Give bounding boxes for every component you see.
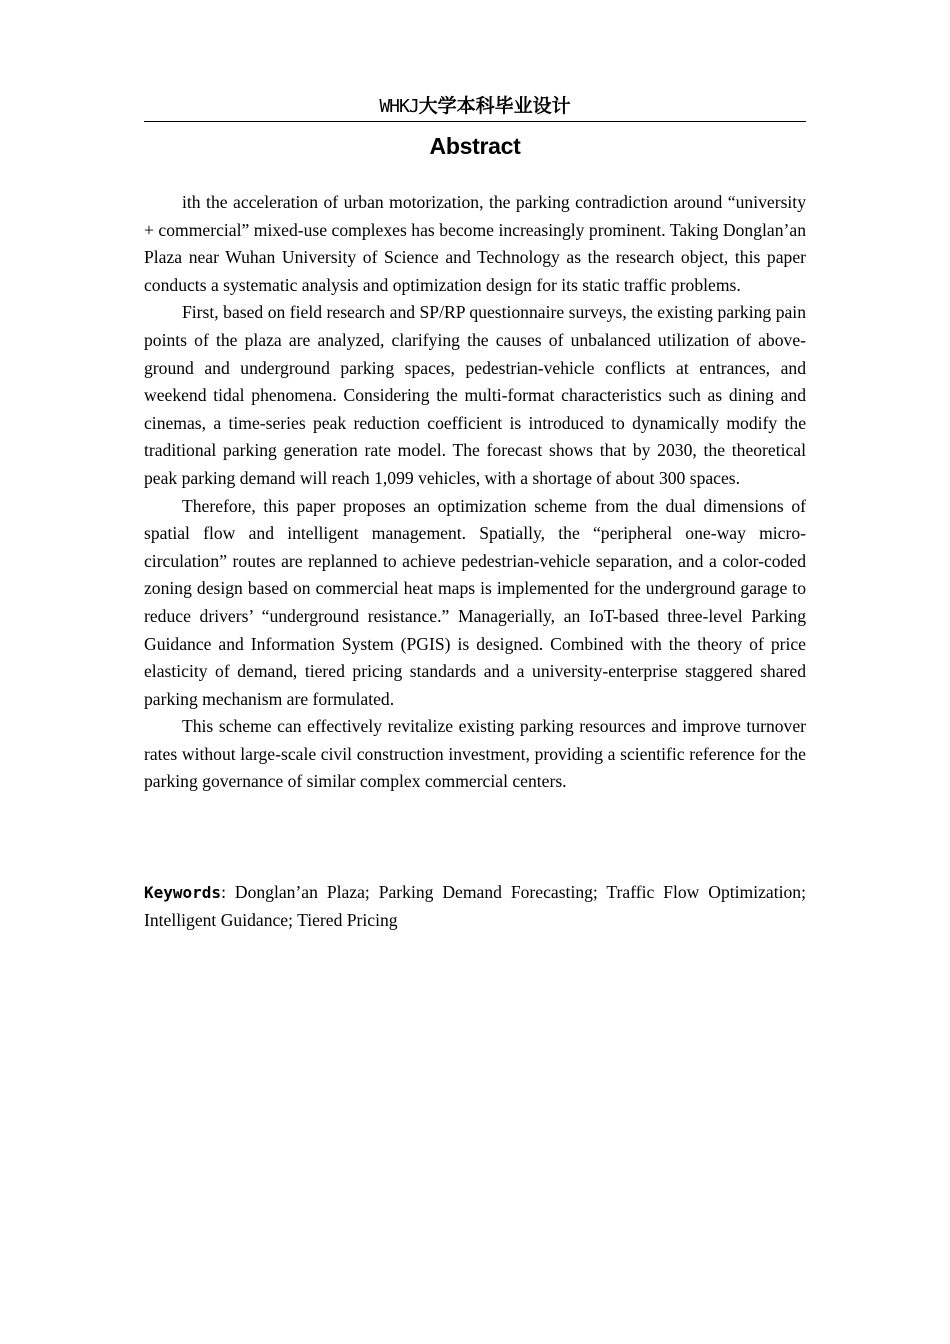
abstract-paragraph: First, based on field research and SP/RP questionnaire surveys, the existing parking pain points of the plaza are analyzed, clarifying the causes of unbalanced utilization of above-ground and underground parking spaces, pedestrian-vehicle conflicts at entrances, and weekend tidal phenomena. Considering the multi-format characteristics such as dining and cinemas, a time-series peak reduction coefficient is introduced to dynamically modify the traditional parking generation rate model. The forecast shows that by 2030, the theoretical peak parking demand will reach 1,099 vehicles, with a shortage of about 300 spaces. [144, 302, 806, 488]
abstract-paragraph: Therefore, this paper proposes an optimization scheme from the dual dimensions of spatial flow and intelligent management. Spatially, the “peripheral one-way micro-circulation” routes are replanned to achieve pedestrian-vehicle separation, and a color-coded zoning design based on commercial heat maps is implemented for the underground garage to reduce drivers’ “underground resistance.” Managerially, an IoT-based three-level Parking Guidance and Information System (PGIS) is designed. Combined with the theory of price elasticity of demand, tiered pricing standards and a university-enterprise staggered shared parking mechanism are formulated. [144, 495, 806, 709]
keywords-label: Keywords [144, 883, 222, 902]
abstract-body [144, 189, 806, 796]
keywords-separator: : [221, 882, 235, 902]
header-latin-text: WHKJ [379, 96, 419, 117]
abstract-paragraph: ith the acceleration of urban motorization, the parking contradiction around “university + commercial” mixed-use complexes has become increasingly prominent. Taking Donglan’an Plaza near Wuhan University of Science and Technology as the research object, this paper conducts a systematic analysis and optimization design for its static traffic problems. [144, 192, 806, 295]
abstract-title: Abstract [429, 133, 521, 159]
abstract-paragraph: This scheme can effectively revitalize existing parking resources and improve turnover rates without large-scale civil construction investment, providing a scientific reference for the parking governance of similar complex commercial centers. [144, 716, 806, 792]
header-rule [144, 121, 806, 122]
running-header [144, 92, 806, 120]
header-cjk-text: 大学本科毕业设计 [418, 95, 571, 117]
keywords-block [144, 879, 806, 934]
keywords-text: Donglan’an Plaza; Parking Demand Forecasting; Traffic Flow Optimization; Intelligent Guidance; Tiered Pricing [144, 882, 806, 930]
